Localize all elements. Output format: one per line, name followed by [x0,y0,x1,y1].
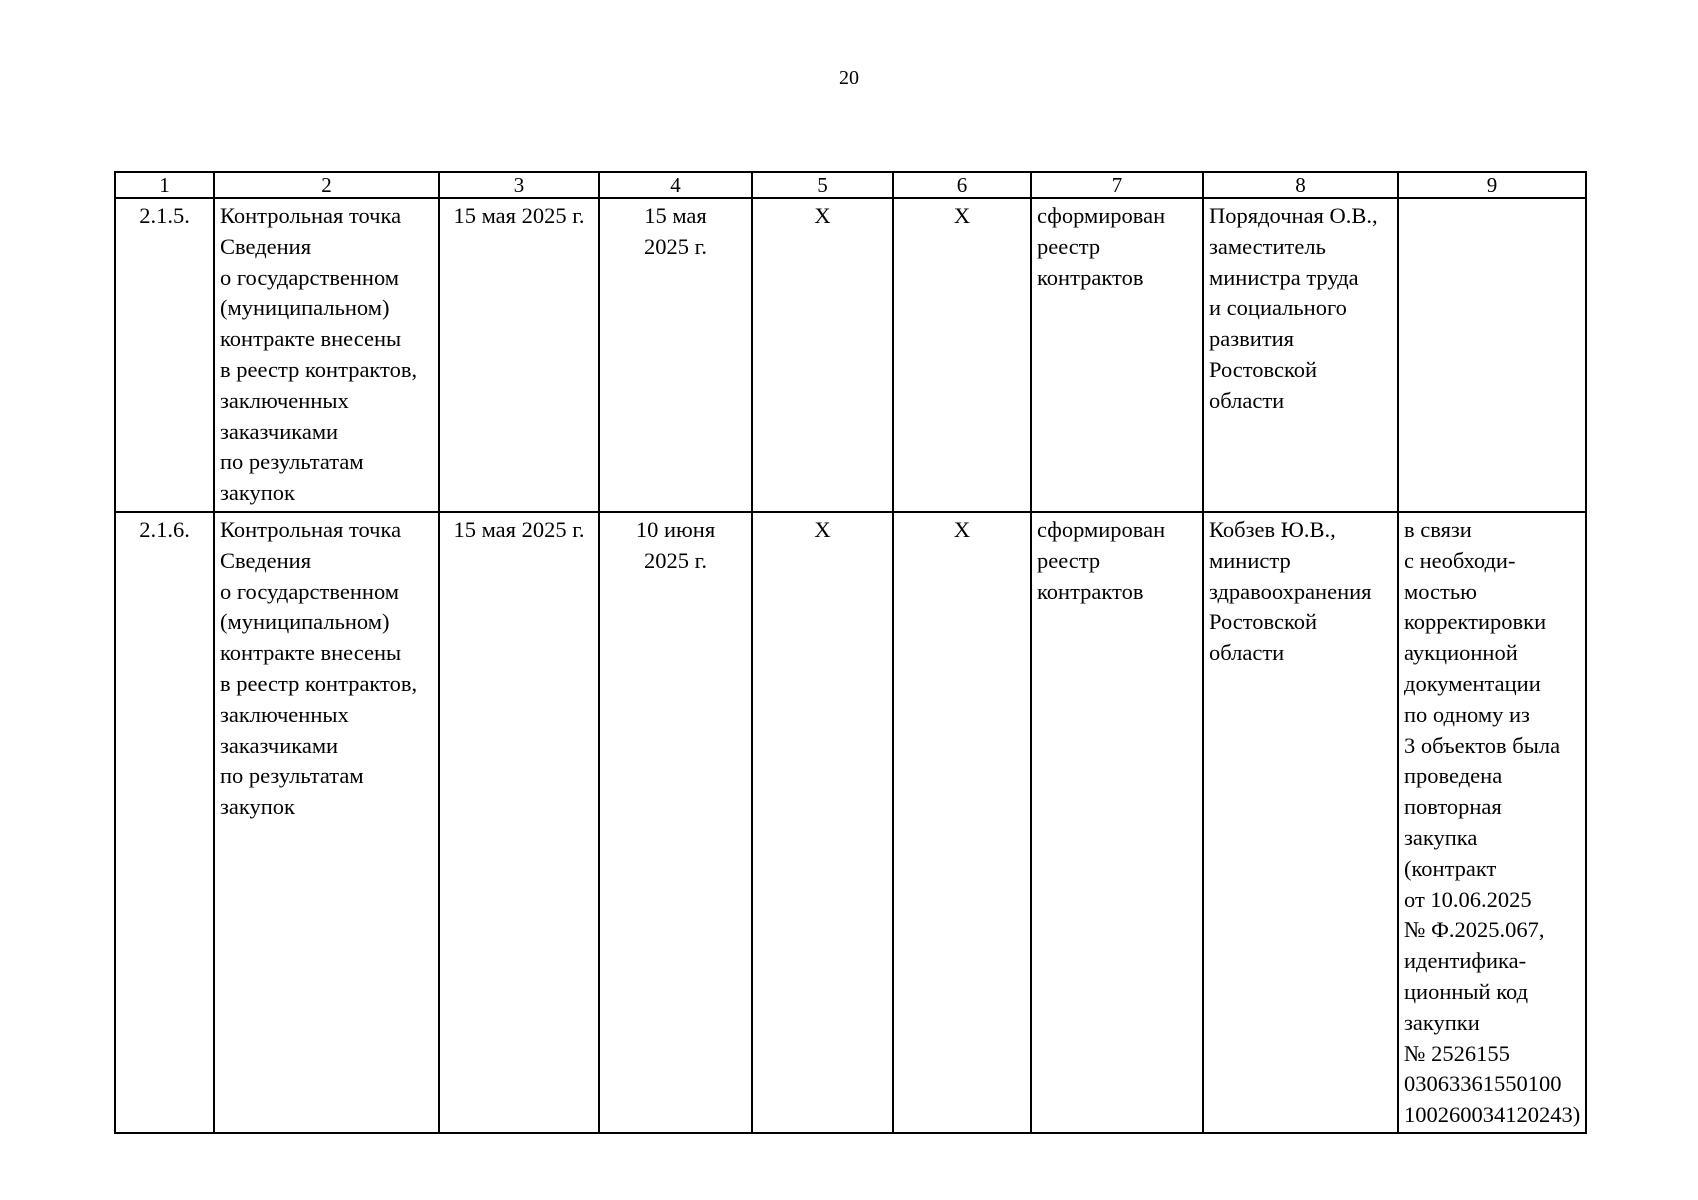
row-number-cell: 2.1.5. [115,198,214,512]
actual-date-cell: 15 мая 2025 г. [599,198,752,512]
column-5-cell: X [752,198,893,512]
control-point-name-cell: Контрольная точка Сведения о государственном (муниципальном) контракте внесены в реестр контрактов, заключенных заказчиками по результатам закупок [214,198,439,512]
page-number: 20 [839,67,859,89]
column-number-9: 9 [1398,172,1586,198]
column-number-3: 3 [439,172,599,198]
result-cell: сформирован реестр контрактов [1031,198,1203,512]
column-number-4: 4 [599,172,752,198]
control-points-table [114,171,1587,1134]
column-number-row [115,172,1586,198]
column-number-8: 8 [1203,172,1398,198]
table-row [115,512,1586,1133]
column-number-2: 2 [214,172,439,198]
column-number-1: 1 [115,172,214,198]
planned-date-cell: 15 мая 2025 г. [439,512,599,1133]
column-number-7: 7 [1031,172,1203,198]
column-6-cell: X [893,198,1031,512]
note-cell: в связи с необходи- мостью корректировки аукционной документации по одному из 3 объектов была проведена повторная закупка (контракт от 10.06.2025 № Ф.2025.067, идентифика- ционный код закупки № 2526155 03063361550100 100260034120243) [1398,512,1586,1133]
row-number-cell: 2.1.6. [115,512,214,1133]
result-cell: сформирован реестр контрактов [1031,512,1203,1133]
responsible-cell: Кобзев Ю.В., министр здравоохранения Ростовской области [1203,512,1398,1133]
control-point-name-cell: Контрольная точка Сведения о государственном (муниципальном) контракте внесены в реестр контрактов, заключенных заказчиками по результатам закупок [214,512,439,1133]
column-number-5: 5 [752,172,893,198]
column-6-cell: X [893,512,1031,1133]
actual-date-cell: 10 июня 2025 г. [599,512,752,1133]
column-number-6: 6 [893,172,1031,198]
note-cell [1398,198,1586,512]
responsible-cell: Порядочная О.В., заместитель министра труда и социального развития Ростовской области [1203,198,1398,512]
column-5-cell: X [752,512,893,1133]
table-row [115,198,1586,512]
planned-date-cell: 15 мая 2025 г. [439,198,599,512]
